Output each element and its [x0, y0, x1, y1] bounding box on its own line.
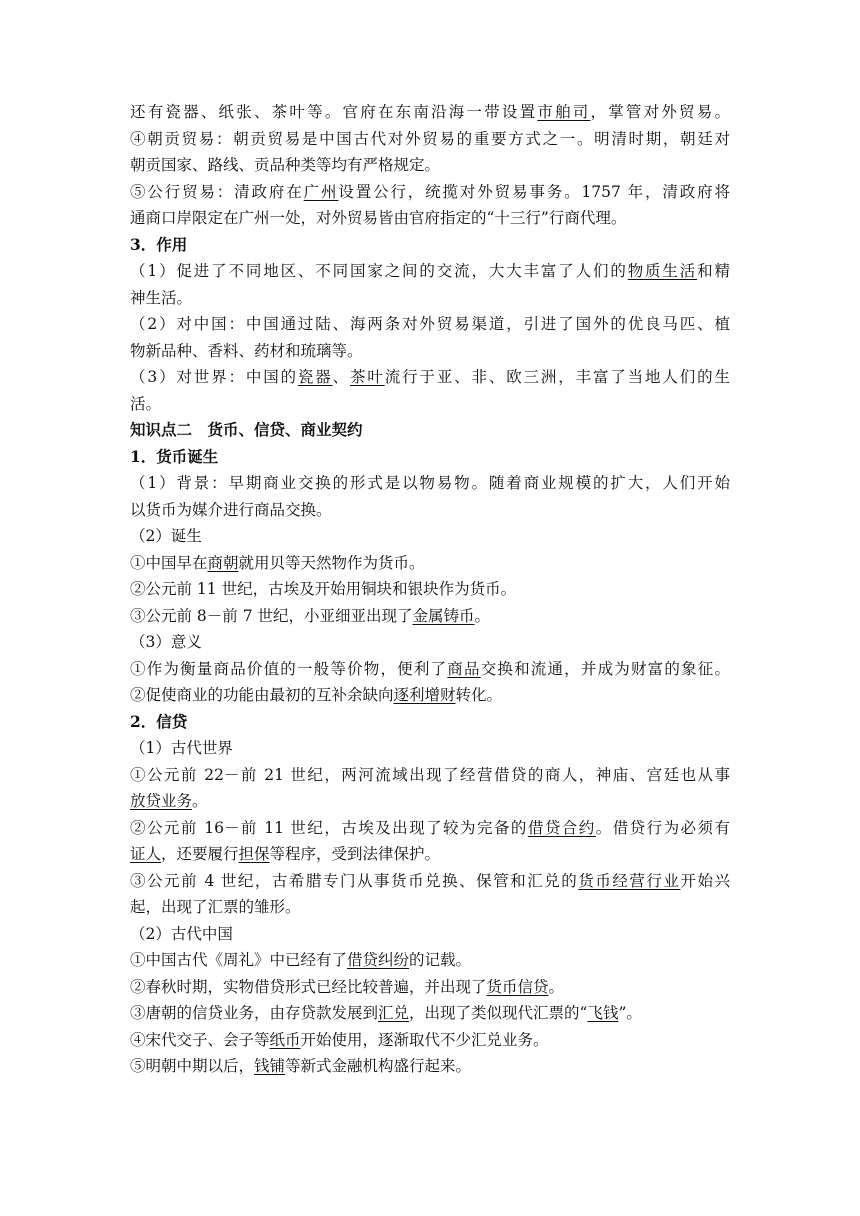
- text-run: 通商口岸限定在广州一处，对外贸易皆由官府指定的“十三行”行商代理。: [130, 209, 627, 227]
- text-run: 就用贝等天然物作为货币。: [238, 553, 425, 572]
- section-heading: [130, 232, 730, 259]
- text-run: ④宋代交子、会子等: [130, 1030, 270, 1049]
- text-line: [130, 152, 730, 179]
- text-line: [130, 682, 730, 709]
- text-run: 还有瓷器、纸张、茶叶等。官府在东南沿海一带设置: [130, 103, 538, 121]
- underlined-term: 广州: [303, 182, 339, 201]
- text-run: ②促使商业的功能由最初的互补余缺向: [130, 686, 394, 704]
- text-line: [130, 550, 730, 577]
- text-run: 知识点二 货币、信贷、商业契约: [130, 420, 363, 439]
- text-line: [130, 841, 730, 868]
- underlined-term: 借贷合约: [527, 818, 596, 837]
- text-run: 朝贡国家、路线、贡品种类等均有严格规定。: [130, 156, 441, 174]
- text-line: [130, 311, 730, 338]
- text-run: ②公元前 16－前 11 世纪，古埃及出现了较为完备的: [130, 818, 528, 837]
- text-run: 等程序，受到法律保护。: [269, 845, 441, 863]
- text-line: [130, 179, 730, 206]
- text-line: [130, 470, 730, 497]
- text-line: [130, 603, 730, 630]
- section-heading: [130, 444, 730, 471]
- text-line: [130, 1053, 730, 1080]
- text-line: [130, 894, 730, 921]
- underlined-term: 市舶司: [537, 103, 591, 121]
- text-run: ⑤明朝中期以后，: [130, 1057, 255, 1075]
- underlined-term: 商朝: [207, 553, 239, 572]
- text-run: ③公元前 4 世纪，古希腊专门从事货币兑换、保管和汇兑的: [130, 871, 579, 890]
- section-heading: [130, 417, 730, 444]
- underlined-term: 飞钱: [587, 1004, 619, 1022]
- text-line: [130, 126, 730, 153]
- text-run: ①中国古代《周礼》中已经有了: [130, 951, 348, 969]
- text-run: 。: [192, 792, 208, 810]
- text-run: ③唐朝的信贷业务，由存贷款发展到: [130, 1004, 379, 1022]
- text-line: [130, 338, 730, 365]
- text-line: [130, 285, 730, 312]
- text-run: （1）古代世界: [130, 739, 233, 757]
- underlined-term: 放贷业务: [130, 792, 193, 810]
- underlined-term: 汇兑: [378, 1004, 410, 1022]
- text-line: [130, 629, 730, 656]
- underlined-term: 物质生活: [627, 262, 698, 280]
- text-line: [130, 788, 730, 815]
- text-run: ⑤公行贸易：清政府在: [130, 182, 304, 201]
- underlined-term: 金属铸币: [412, 606, 475, 625]
- document-page: [130, 99, 730, 1080]
- text-run: 神生活。: [130, 288, 193, 307]
- text-run: （2）古代中国: [130, 924, 233, 943]
- text-line: [130, 921, 730, 948]
- text-run: （1）背景：早期商业交换的形式是以物易物。随着商业规模的扩大，人们开始: [130, 474, 730, 492]
- underlined-term: 证人: [130, 845, 162, 863]
- text-run: 开始兴: [680, 871, 730, 890]
- text-run: 和精: [697, 262, 730, 280]
- text-line: [130, 205, 730, 232]
- underlined-term: 货币经营行业: [578, 871, 681, 890]
- text-line: [130, 1027, 730, 1054]
- text-line: [130, 868, 730, 895]
- text-run: （3）对世界：中国的: [130, 368, 298, 386]
- text-run: （2）诞生: [130, 527, 202, 545]
- text-line: [130, 364, 730, 391]
- text-run: 交换和流通，并成为财富的象征。: [480, 659, 730, 678]
- text-run: 的记载。: [409, 951, 472, 969]
- text-line: [130, 656, 730, 683]
- text-line: [130, 762, 730, 789]
- text-line: [130, 947, 730, 974]
- text-run: ①公元前 22－前 21 世纪，两河流域出现了经营借贷的商人，神庙、宫廷也从事: [130, 765, 730, 784]
- text-line: [130, 576, 730, 603]
- text-run: 以货币为媒介进行商品交换。: [130, 500, 332, 519]
- underlined-term: 瓷器: [297, 368, 333, 386]
- text-run: 活。: [130, 394, 162, 413]
- text-run: 起，出现了汇票的雏形。: [130, 898, 301, 916]
- text-run: 转化。: [455, 686, 503, 704]
- text-run: ④朝贡贸易：朝贡贸易是中国古代对外贸易的重要方式之一。明清时期，朝廷对: [130, 129, 730, 148]
- underlined-term: 纸币: [269, 1030, 301, 1049]
- text-run: 等新式金融机构盛行起来。: [285, 1057, 472, 1075]
- section-heading: [130, 709, 730, 736]
- text-run: ③公元前 8－前 7 世纪，小亚细亚出现了: [130, 606, 413, 625]
- text-run: ”。: [618, 1004, 642, 1022]
- text-line: [130, 523, 730, 550]
- text-run: 、: [332, 368, 350, 386]
- text-line: [130, 815, 730, 842]
- text-line: [130, 974, 730, 1001]
- text-run: 2．信贷: [130, 711, 188, 731]
- text-line: [130, 735, 730, 762]
- underlined-term: 担保: [238, 845, 270, 863]
- text-run: 。: [474, 606, 491, 625]
- text-run: ②春秋时期，实物借贷形式已经比较普遍，并出现了: [130, 977, 487, 996]
- text-line: [130, 258, 730, 285]
- text-run: ①作为衡量商品价值的一般等价物，便利了: [130, 659, 448, 678]
- text-run: ，出现了类似现代汇票的“: [409, 1004, 588, 1022]
- underlined-term: 商品: [447, 659, 481, 678]
- text-run: 。: [548, 977, 565, 996]
- text-line: [130, 497, 730, 524]
- text-line: [130, 391, 730, 418]
- text-run: 物新品种、香料、药材和琉璃等。: [130, 341, 363, 360]
- underlined-term: 借贷纠纷: [347, 951, 410, 969]
- text-run: ，还要履行: [161, 845, 239, 863]
- text-run: （1）促进了不同地区、不同国家之间的交流，大大丰富了人们的: [130, 262, 628, 280]
- text-run: 设置公行，统揽对外贸易事务。1757 年，清政府将: [338, 182, 730, 201]
- text-run: 1．货币诞生: [130, 446, 219, 466]
- text-line: [130, 1000, 730, 1027]
- text-run: ，掌管对外贸易。: [590, 103, 730, 121]
- text-run: 开始使用，逐渐取代不少汇兑业务。: [300, 1030, 549, 1049]
- text-run: 。借贷行为必须有: [595, 818, 730, 837]
- text-run: （2）对中国：中国通过陆、海两条对外贸易渠道，引进了国外的优良马匹、植: [130, 315, 730, 333]
- underlined-term: 茶叶: [350, 368, 385, 386]
- text-run: （3）意义: [130, 633, 202, 651]
- underlined-term: 货币信贷: [486, 977, 549, 996]
- text-run: 流行于亚、非、欧三洲，丰富了当地人们的生: [384, 368, 730, 386]
- text-run: ①中国早在: [130, 553, 208, 572]
- underlined-term: 逐利增财: [393, 686, 456, 704]
- underlined-term: 钱铺: [254, 1057, 286, 1075]
- text-run: 3．作用: [130, 234, 188, 254]
- text-line: [130, 99, 730, 126]
- text-run: ②公元前 11 世纪，古埃及开始用铜块和银块作为货币。: [130, 580, 517, 598]
